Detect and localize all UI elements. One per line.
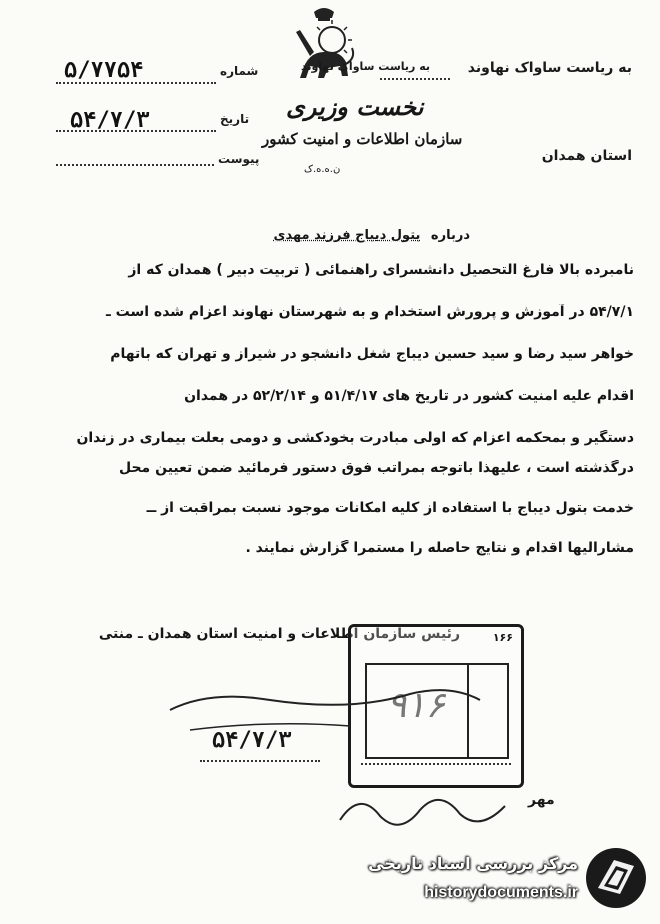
body-line-8: مشارالیها اقدام و نتایج حاصله را مستمرا گزارش نمایند . — [245, 540, 634, 556]
body-line-5: دستگیر و بمحکمه اعزام که اولی مبادرت بخودکشی و دومی بعلت بیماری در زندان — [76, 430, 634, 446]
office-code: ن.ه.ه.ک — [304, 164, 341, 175]
body-line-7: خدمت بتول دیباج با استفاده از کلیه امکانات موجود نسبت بمراقبت از ــ — [146, 500, 634, 516]
recipient-line — [468, 60, 632, 76]
body-line-4: اقدام علیه امنیت کشور در تاریخ های ۵۱/۴/۱۷ و ۵۲/۲/۱۴ در همدان — [184, 388, 634, 404]
subject-line — [274, 228, 470, 243]
subject-label: درباره — [430, 228, 470, 243]
stamp-top-text: ۱۶۶ — [492, 631, 513, 644]
date-label: تاریخ — [220, 112, 250, 126]
history-documents-logo-icon — [584, 846, 648, 910]
closing-title: رئیس سازمان اطلاعات و امنیت استان همدان ـ منتی — [98, 626, 460, 642]
handwritten-underline — [200, 760, 320, 762]
stamp-number: ۹۱۶ — [387, 685, 446, 726]
office-title: نخست وزیری — [286, 92, 424, 121]
recipient-text: به ریاست ساواک نهاوند — [467, 60, 632, 76]
attachment-line — [56, 164, 214, 166]
handwritten-date: ۵۴/۷/۳ — [212, 728, 292, 753]
recipient-prefix: به ریاست ساواک نهاوند — [300, 60, 430, 73]
signature-mark — [330, 780, 520, 840]
footer-url: historydocuments.ir — [424, 884, 578, 901]
recipient-province: استان همدان — [541, 148, 632, 164]
number-value: ۵/۷۷۵۴ — [64, 58, 144, 83]
number-label: شماره — [220, 64, 259, 78]
handwriting-scribble — [150, 660, 510, 750]
signature-text: مهر — [528, 792, 555, 808]
attachment-label: پیوست — [218, 152, 260, 166]
subject-value: بتول دیباج فرزند مهدی — [273, 228, 421, 243]
lion-and-sun-emblem-icon — [288, 6, 360, 92]
office-subtitle: سازمان اطلاعات و امنیت کشور — [262, 130, 463, 148]
body-line-1: نامبرده بالا فارغ التحصیل دانشسرای راهنمائی ( تربیت دبیر ) همدان که از — [128, 262, 634, 278]
body-line-3: خواهر سید رضا و سید حسین دیباج شغل دانشجو در شیراز و تهران که باتهام — [110, 346, 634, 362]
date-value: ۵۴/۷/۳ — [70, 108, 150, 133]
recipient-underline — [380, 78, 450, 80]
footer-center-name: مرکز بررسی اسناد تاریخی — [368, 854, 578, 873]
body-line-2: ۵۴/۷/۱ در آموزش و پرورش استخدام و به شهرستان نهاوند اعزام شده است ـ — [106, 304, 634, 320]
stamp-bottom-dots — [361, 763, 511, 779]
footer-watermark — [356, 846, 648, 916]
body-line-6: درگذشته است ، علیهذا باتوجه بمراتب فوق دستور فرمائید ضمن تعیین محل — [118, 460, 634, 476]
